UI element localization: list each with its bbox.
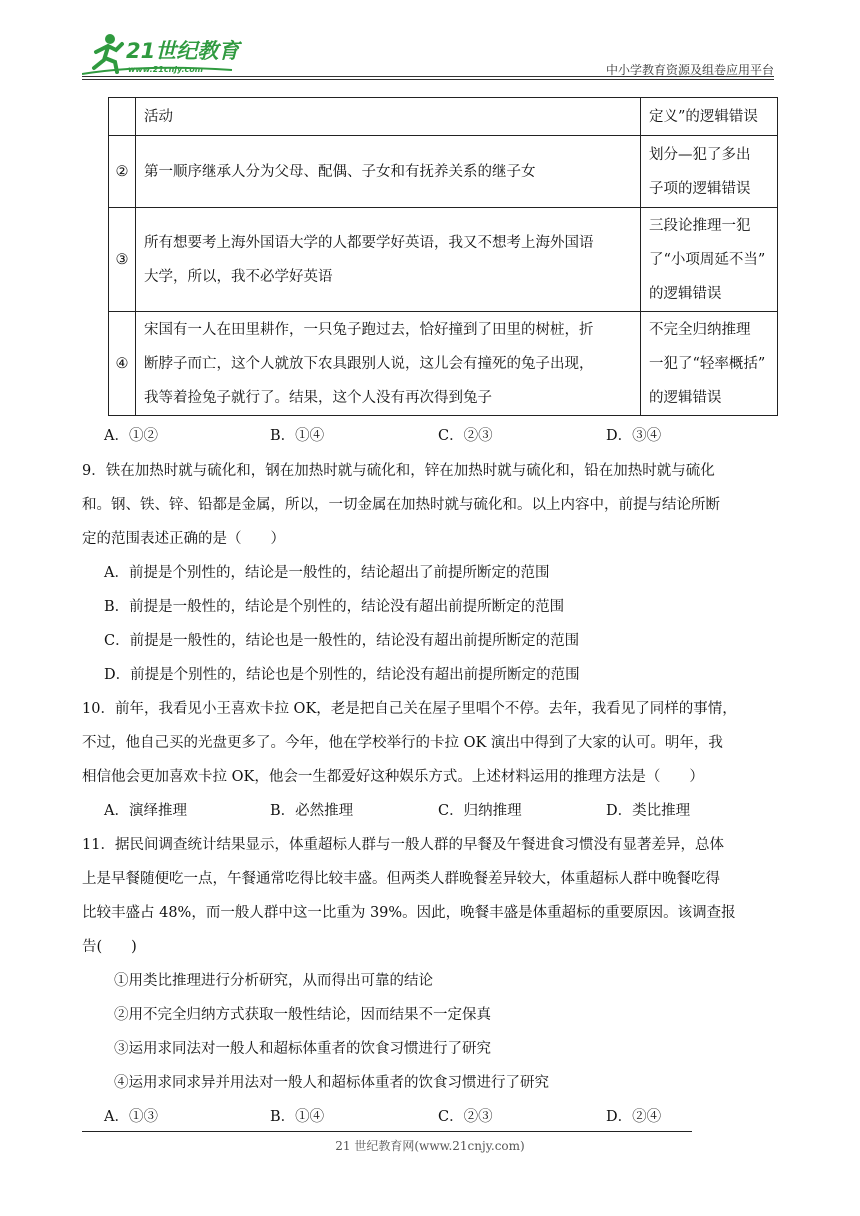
q9-option-c: C．前提是一般性的，结论也是一般性的，结论没有超出前提所断定的范围 [104,633,580,649]
q11-option-d: D．②④ [606,1109,662,1125]
q8-option-c: C．②③ [438,428,493,444]
table-row [109,312,778,416]
q8-option-b: B．①④ [270,428,325,444]
activity-line: 我等着捡兔子就行了。结果，这个人没有再次得到兔子 [144,389,492,406]
row-number [109,98,136,136]
evaluation-line: 一犯了“轻率概括” [649,355,766,372]
q10-option-b: B．必然推理 [270,803,354,819]
q8-option-a: A．①② [104,428,158,444]
q10-stem-line: 10．前年，我看见小王喜欢卡拉 OK，老是把自己关在屋子里唱个不停。去年，我看见了同样的事情， [82,701,737,717]
evaluation-line: 的逻辑错误 [649,389,722,406]
q11-option-b: B．①④ [270,1109,325,1125]
header-divider [82,76,774,77]
q11-statement: ④运用求同求异并用法对一般人和超标体重者的饮食习惯进行了研究 [114,1075,549,1091]
activity-cell [136,208,641,312]
row-number: ④ [109,312,136,416]
activity-line: 大学，所以，我不必学好英语 [144,268,333,285]
activity-cell [136,136,641,208]
q10-option-d: D．类比推理 [606,803,691,819]
q11-stem-line: 比较丰盛占 48%，而一般人群中这一比重为 39%。因此，晚餐丰盛是体重超标的重要原因。该调查报 [82,905,736,921]
q9-option-a: A．前提是个别性的，结论是一般性的，结论超出了前提所断定的范围 [104,565,550,581]
logo-url: www.21cnjy.com [128,65,204,74]
evaluation-line: 的逻辑错误 [649,285,722,302]
header-divider [82,79,774,80]
q8-option-d: D．③④ [606,428,662,444]
header-tagline: 中小学教育资源及组卷应用平台 [605,63,774,77]
evaluation-line: 定义”的逻辑错误 [649,108,758,125]
q9-stem-line: 9．铁在加热时就与硫化和，钢在加热时就与硫化和，锌在加热时就与硫化和，铅在加热时就与硫化 [82,463,715,479]
evaluation-line: 子项的逻辑错误 [649,180,751,197]
evaluation-cell [641,312,778,416]
evaluation-line: 划分—犯了多出 [649,146,751,163]
activity-cell [136,312,641,416]
footer-divider [82,1131,692,1132]
activity-line: 第一顺序继承人分为父母、配偶、子女和有抚养关系的继子女 [144,163,536,180]
page-header [82,28,774,78]
q11-stem-line: 上是早餐随便吃一点，午餐通常吃得比较丰盛。但两类人群晚餐差异较大，体重超标人群中晚餐吃得 [82,871,720,887]
q10-stem-line: 相信他会更加喜欢卡拉 OK，他会一生都爱好这种娱乐方式。上述材料运用的推理方法是（ ） [82,769,704,785]
q11-stem-line: 告( ) [82,939,137,955]
q9-stem-line: 定的范围表述正确的是（ ） [82,531,285,547]
row-number: ③ [109,208,136,312]
q10-option-c: C．归纳推理 [438,803,522,819]
logo-text: 21世纪教育 [126,39,240,63]
table-row [109,208,778,312]
q10-stem-line: 不过，他自己买的光盘更多了。今年，他在学校举行的卡拉 OK 演出中得到了大家的认可。明年，我 [82,735,723,751]
q11-stem-line: 11．据民间调查统计结果显示，体重超标人群与一般人群的早餐及午餐进食习惯没有显著差异，总体 [82,837,724,853]
q9-option-d: D．前提是个别性的，结论也是个别性的，结论没有超出前提所断定的范围 [104,667,580,683]
row-number: ② [109,136,136,208]
evaluation-cell [641,136,778,208]
evaluation-line: 不完全归纳推理 [649,321,751,338]
table-row [109,98,778,136]
activity-cell [136,98,641,136]
q9-option-b: B．前提是一般性的，结论是个别性的，结论没有超出前提所断定的范围 [104,599,565,615]
evaluation-line: 三段论推理一犯 [649,217,751,234]
activity-line: 所有想要考上海外国语大学的人都要学好英语，我又不想考上海外国语 [144,234,594,251]
question-8-table [108,97,778,416]
q11-option-c: C．②③ [438,1109,493,1125]
evaluation-line: 了“小项周延不当” [649,251,766,268]
activity-line: 宋国有一人在田里耕作，一只兔子跑过去，恰好撞到了田里的树桩，折 [144,321,594,338]
activity-line: 断脖子而亡，这个人就放下农具跟别人说，这儿会有撞死的兔子出现， [144,355,594,372]
evaluation-cell [641,98,778,136]
table-row [109,136,778,208]
q10-option-a: A．演绎推理 [104,803,187,819]
q11-statement: ③运用求同法对一般人和超标体重者的饮食习惯进行了研究 [114,1041,491,1057]
q11-option-a: A．①③ [104,1109,158,1125]
q11-statement: ②用不完全归纳方式获取一般性结论，因而结果不一定保真 [114,1007,491,1023]
q11-statement: ①用类比推理进行分析研究，从而得出可靠的结论 [114,973,433,989]
page-footer: 21 世纪教育网(www.21cnjy.com) [335,1139,525,1153]
q9-stem-line: 和。钢、铁、锌、铅都是金属，所以，一切金属在加热时就与硫化和。以上内容中，前提与结论所断 [82,497,720,513]
activity-line: 活动 [144,108,173,125]
logo [82,28,242,78]
evaluation-cell [641,208,778,312]
